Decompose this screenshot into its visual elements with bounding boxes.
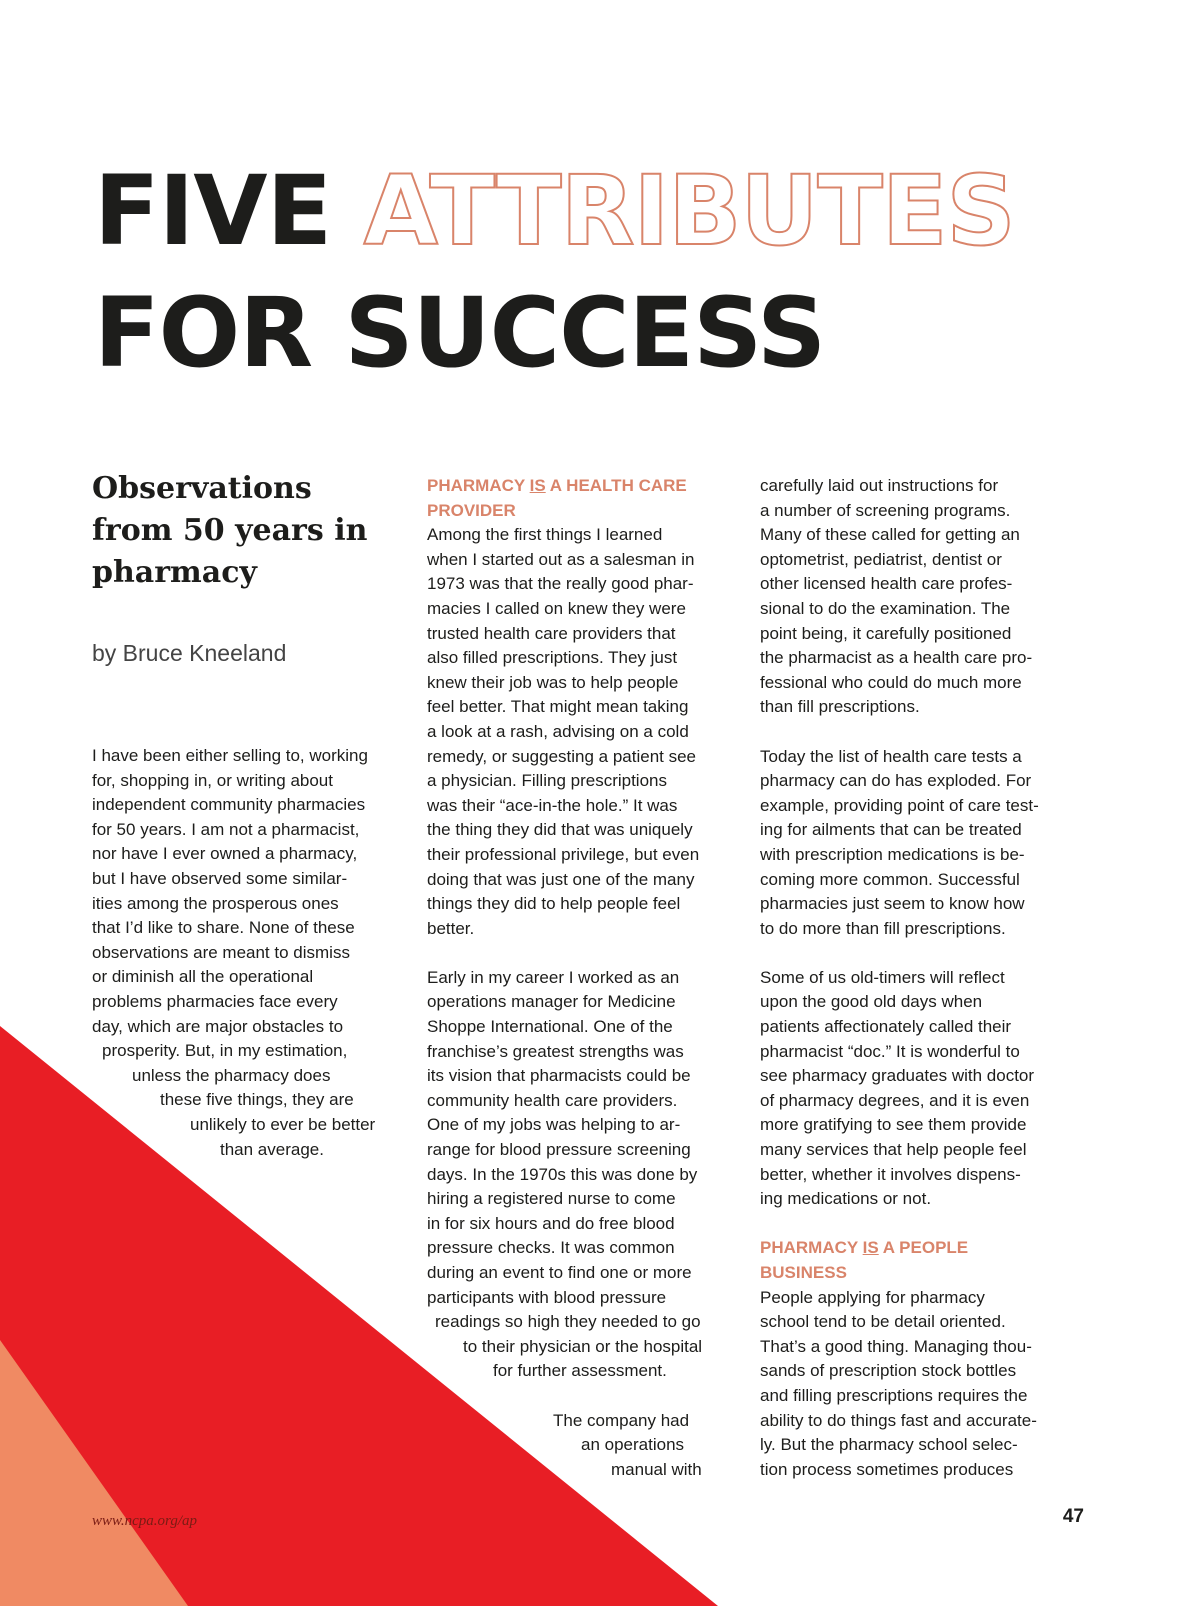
text-line: school tend to be detail oriented. xyxy=(760,1312,1006,1332)
text-line: days. In the 1970s this was done by xyxy=(427,1164,698,1184)
text-line: pressure checks. It was common xyxy=(427,1238,675,1258)
byline: by Bruce Kneeland xyxy=(92,640,287,666)
text-line: ities among the prosperous ones xyxy=(92,893,339,913)
text-line: better, whether it involves dispens- xyxy=(760,1164,1021,1184)
paragraph xyxy=(760,474,1080,720)
text-line: the thing they did that was uniquely xyxy=(427,820,693,840)
text-line: patients affectionately called their xyxy=(760,1017,1012,1037)
text-line: nor have I ever owned a pharmacy, xyxy=(92,844,358,864)
text-line: with prescription medications is be- xyxy=(760,844,1025,864)
text-line: pharmacy can do has exploded. For xyxy=(760,771,1032,791)
text-line: Shoppe International. One of the xyxy=(427,1017,673,1037)
text-line: than fill prescriptions. xyxy=(760,697,920,717)
paragraph xyxy=(760,745,1080,942)
text-line: more gratifying to see them provide xyxy=(760,1115,1027,1135)
text-line: a number of screening programs. xyxy=(760,500,1011,520)
heading-emphasis: IS xyxy=(862,1238,879,1258)
text-line: was their “ace-in-the hole.” It was xyxy=(427,795,678,815)
text-line: doing that was just one of the many xyxy=(427,869,695,889)
text-line: sands of prescription stock bottles xyxy=(760,1361,1017,1381)
text-line: Among the first things I learned xyxy=(427,525,663,545)
text-line: when I started out as a salesman in xyxy=(427,549,695,569)
text-line: observations are meant to dismiss xyxy=(92,942,350,962)
text-line: optometrist, pediatrist, dentist or xyxy=(760,549,1002,569)
paragraph xyxy=(427,1409,737,1483)
text-line: manual with xyxy=(611,1459,702,1479)
paragraph xyxy=(760,966,1080,1212)
text-line: participants with blood pressure xyxy=(427,1287,667,1307)
paragraph xyxy=(760,1286,1080,1483)
text-line: a look at a rash, advising on a cold xyxy=(427,721,689,741)
text-line: during an event to find one or more xyxy=(427,1263,692,1282)
text-line: That’s a good thing. Managing thou- xyxy=(760,1336,1032,1356)
text-line: these five things, they are xyxy=(160,1090,354,1110)
text-line: Early in my career I worked as an xyxy=(427,967,680,987)
text-line: also filled prescriptions. They just xyxy=(427,648,678,668)
headline-line-1 xyxy=(94,150,1015,272)
text-line: ing for ailments that can be treated xyxy=(760,820,1022,840)
text-line: 1973 was that the really good phar- xyxy=(427,574,694,594)
text-line: prosperity. But, in my estimation, xyxy=(102,1041,348,1061)
text-line: see pharmacy graduates with doctor xyxy=(760,1066,1035,1086)
text-line: knew their job was to help people xyxy=(427,672,679,692)
text-line: problems pharmacies face every xyxy=(92,991,338,1011)
section-heading-health-care-line-2: PROVIDER xyxy=(427,500,516,520)
text-line: example, providing point of care test- xyxy=(760,795,1039,815)
text-line: Many of these called for getting an xyxy=(760,525,1020,545)
text-line: The company had xyxy=(553,1410,690,1430)
text-line: feel better. That might mean taking xyxy=(427,697,689,717)
text-line: many services that help people feel xyxy=(760,1140,1027,1160)
subtitle: Observations from 50 years in pharmacy xyxy=(92,471,368,590)
text-line: unlikely to ever be better xyxy=(190,1114,376,1134)
text-line: readings so high they needed to go xyxy=(435,1312,701,1332)
text-line: unless the pharmacy does xyxy=(132,1065,331,1085)
text-line: People applying for pharmacy xyxy=(760,1287,985,1307)
paragraph xyxy=(427,523,737,941)
text-line: range for blood pressure screening xyxy=(427,1140,691,1160)
section-heading-people-business: PHARMACY IS A PEOPLE xyxy=(760,1238,969,1258)
text-line: to do more than fill prescriptions. xyxy=(760,918,1006,938)
text-line: of pharmacy degrees, and it is even xyxy=(760,1090,1030,1110)
text-line: pharmacies just seem to know how xyxy=(760,894,1025,914)
text-line: pharmacist “doc.” It is wonderful to xyxy=(760,1041,1020,1061)
text-line: I have been either selling to, working xyxy=(92,746,368,765)
headline xyxy=(94,150,1015,394)
text-line: for, shopping in, or writing about xyxy=(92,770,333,790)
text-line: and filling prescriptions requires the xyxy=(760,1385,1028,1405)
text-line: coming more common. Successful xyxy=(760,869,1020,889)
intro-column xyxy=(92,744,402,1162)
text-line: an operations xyxy=(581,1435,685,1455)
text-line: for 50 years. I am not a pharmacist, xyxy=(92,819,360,839)
section-heading-health-care: PHARMACY IS A HEALTH CARE xyxy=(427,476,687,495)
text-line: operations manager for Medicine xyxy=(427,992,676,1012)
text-line: community health care providers. xyxy=(427,1090,678,1110)
text-line: than average. xyxy=(220,1139,324,1159)
text-line: remedy, or suggesting a patient see xyxy=(427,746,697,766)
page-number: 47 xyxy=(1062,1506,1084,1527)
text-line: a physician. Filling prescriptions xyxy=(427,771,667,791)
text-line: ly. But the pharmacy school selec- xyxy=(760,1435,1018,1455)
text-line: upon the good old days when xyxy=(760,992,983,1012)
headline-line-2: FOR SUCCESS xyxy=(94,277,826,389)
text-line: day, which are major obstacles to xyxy=(92,1016,344,1036)
footer-url[interactable]: www.ncpa.org/ap xyxy=(92,1513,198,1529)
text-line: ing medications or not. xyxy=(760,1189,932,1209)
text-line: sional to do the examination. The xyxy=(760,598,1011,618)
text-line: Today the list of health care tests a xyxy=(760,746,1022,766)
text-line: its vision that pharmacists could be xyxy=(427,1066,691,1086)
text-line: the pharmacist as a health care pro- xyxy=(760,648,1033,668)
text-line: in for six hours and do free blood xyxy=(427,1213,675,1233)
text-line: but I have observed some similar- xyxy=(92,868,348,888)
text-line: trusted health care providers that xyxy=(427,623,676,643)
text-line: Some of us old-timers will reflect xyxy=(760,967,1005,987)
text-line: better. xyxy=(427,918,475,938)
text-line: to their physician or the hospital xyxy=(463,1336,703,1356)
text-line: ability to do things fast and accurate- xyxy=(760,1410,1037,1430)
article-column-2 xyxy=(427,474,737,1482)
text-line: for further assessment. xyxy=(493,1361,667,1381)
text-line: carefully laid out instructions for xyxy=(760,476,999,495)
section-heading-people-business-line-2: BUSINESS xyxy=(760,1263,847,1282)
text-line: macies I called on knew they were xyxy=(427,598,686,618)
article-column-3 xyxy=(760,474,1080,1482)
text-line: hiring a registered nurse to come xyxy=(427,1189,676,1209)
text-line: point being, it carefully positioned xyxy=(760,623,1012,643)
text-line: or diminish all the operational xyxy=(92,967,314,987)
paragraph xyxy=(427,966,737,1384)
text-line: tion process sometimes produces xyxy=(760,1459,1014,1479)
text-line: that I’d like to share. None of these xyxy=(92,918,355,938)
heading-emphasis: IS xyxy=(529,476,546,495)
text-line: franchise’s greatest strengths was xyxy=(427,1041,684,1061)
text-line: other licensed health care profes- xyxy=(760,574,1013,594)
headline-word-attributes: ATTRIBUTES xyxy=(363,155,1015,267)
text-line: their professional privilege, but even xyxy=(427,844,700,864)
headline-word-five: FIVE xyxy=(94,155,332,267)
text-line: fessional who could do much more xyxy=(760,672,1022,692)
text-line: One of my jobs was helping to ar- xyxy=(427,1115,681,1135)
text-line: independent community pharmacies xyxy=(92,795,366,815)
text-line: things they did to help people feel xyxy=(427,894,681,914)
